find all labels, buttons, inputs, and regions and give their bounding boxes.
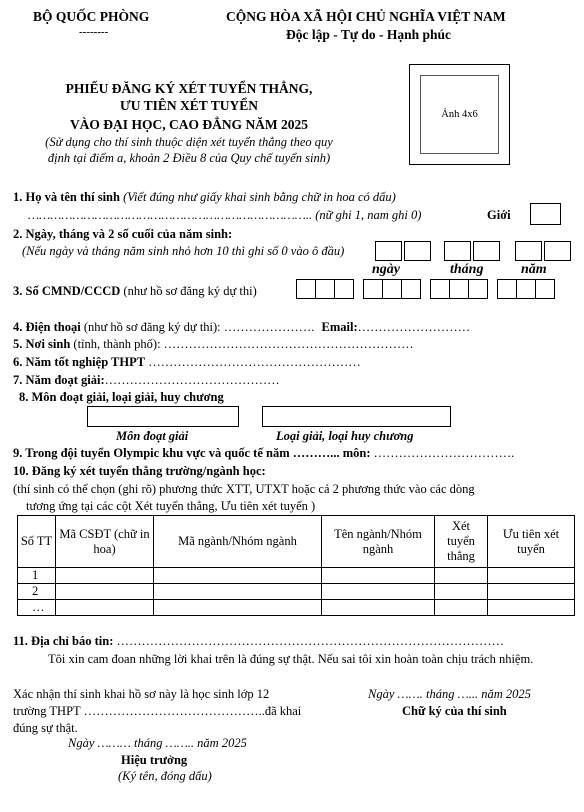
- registration-table: [17, 515, 575, 616]
- field-email-line[interactable]: ………………………: [357, 320, 471, 334]
- id-box-3[interactable]: [334, 279, 354, 299]
- award-type-caption: Loại giải, loại huy chương: [276, 429, 414, 443]
- field-graduation-label: 6. Năm tốt nghiệp THPT: [13, 355, 146, 369]
- field-name-hint: (Viết đúng như giấy khai sinh bằng chữ in hoa có dấu): [123, 190, 396, 204]
- award-subject-caption: Môn đoạt giải: [116, 429, 189, 443]
- dob-day-box-1[interactable]: [375, 241, 402, 261]
- field-olympic-label: 9. Trong đội tuyển Olympic khu vực và quốc tế năm ………... môn:: [13, 446, 371, 460]
- cell-direct-admission[interactable]: [435, 568, 488, 584]
- row-number: …: [18, 600, 56, 616]
- field-email-label: Email:: [321, 320, 358, 334]
- photo-placeholder: [420, 75, 499, 154]
- field-name-row: [13, 190, 396, 205]
- field-address-label: 11. Địa chỉ báo tin:: [13, 634, 114, 648]
- award-type-box[interactable]: [262, 406, 451, 427]
- cell-direct-admission[interactable]: [435, 600, 488, 616]
- col-header-priority-admission: Ưu tiên xét tuyển: [488, 516, 575, 568]
- cell-direct-admission[interactable]: [435, 584, 488, 600]
- form-title-line-2: ƯU TIÊN XÉT TUYỂN: [120, 98, 258, 113]
- row-number: 2: [18, 584, 56, 600]
- id-box-7[interactable]: [430, 279, 450, 299]
- form-subtitle-line-1: (Sử dụng cho thí sinh thuộc diện xét tuyển thẳng theo quy: [45, 135, 333, 149]
- form-title-line-1: PHIẾU ĐĂNG KÝ XÉT TUYỂN THẲNG,: [65, 81, 313, 96]
- cell-major-code[interactable]: [154, 584, 322, 600]
- cell-major-name[interactable]: [322, 568, 435, 584]
- col-header-major-name: Tên ngành/Nhóm ngành: [322, 516, 435, 568]
- field-id-row: [13, 284, 257, 299]
- col-header-school-code: Mã CSĐT (chữ in hoa): [56, 516, 154, 568]
- field-birthplace-row: [13, 337, 414, 352]
- id-box-2[interactable]: [315, 279, 335, 299]
- form-subtitle-line-2: định tại điểm a, khoản 2 Điều 8 của Quy chế tuyển sinh): [47, 151, 331, 165]
- field-award-year-row: [13, 373, 280, 388]
- cell-priority-admission[interactable]: [488, 584, 575, 600]
- field-birthplace-label: 5. Nơi sinh: [13, 337, 71, 351]
- id-box-10[interactable]: [497, 279, 517, 299]
- field-phone-row: [13, 320, 470, 335]
- cell-major-name[interactable]: [322, 600, 435, 616]
- republic-name: CỘNG HÒA XÃ HỘI CHỦ NGHĨA VIỆT NAM: [226, 9, 506, 24]
- cell-school-code[interactable]: [56, 584, 154, 600]
- id-box-4[interactable]: [363, 279, 383, 299]
- id-box-11[interactable]: [516, 279, 536, 299]
- field-olympic-row: [13, 446, 514, 461]
- col-header-major-code: Mã ngành/Nhóm ngành: [154, 516, 322, 568]
- candidate-signature-label: Chữ ký của thí sinh: [402, 704, 507, 718]
- field-award-year-line[interactable]: ……………………………………: [104, 373, 280, 387]
- field-id-hint: (như hồ sơ đăng ký dự thi): [123, 284, 257, 298]
- declaration-text: Tôi xin cam đoan những lời khai trên là đúng sự thật. Nếu sai tôi xin hoàn toàn chịu trách nhiệm.: [48, 652, 534, 666]
- school-confirm-line-1: Xác nhận thí sinh khai hồ sơ này là học sinh lớp 12: [13, 687, 270, 701]
- cell-priority-admission[interactable]: [488, 600, 575, 616]
- cell-school-code[interactable]: [56, 600, 154, 616]
- candidate-date: Ngày ……. tháng …... năm 2025: [368, 687, 531, 701]
- id-box-8[interactable]: [449, 279, 469, 299]
- field-olympic-line[interactable]: …………………………….: [373, 446, 515, 460]
- school-confirm-line-3: đúng sự thật.: [13, 721, 78, 735]
- field-dob-hint: (Nếu ngày và tháng năm sinh nhỏ hơn 10 thì ghi số 0 vào ô đầu): [22, 244, 345, 258]
- table-row: [18, 600, 575, 616]
- dob-month-caption: tháng: [450, 262, 484, 277]
- col-header-direct-admission: Xét tuyển thẳng: [435, 516, 488, 568]
- cell-major-name[interactable]: [322, 584, 435, 600]
- field-registration-note-1: (thí sinh có thể chọn (ghi rõ) phương thức XTT, UTXT hoặc cả 2 phương thức vào các dòng: [13, 482, 475, 496]
- field-name-label: 1. Họ và tên thí sinh: [13, 190, 120, 204]
- school-confirm-line-2: trường THPT ……………………………………..đã khai: [13, 704, 302, 718]
- dob-month-box-1[interactable]: [444, 241, 471, 261]
- field-address-line[interactable]: …………………………………………………………………………………: [116, 634, 504, 648]
- id-box-5[interactable]: [382, 279, 402, 299]
- gender-label: Giới: [487, 208, 511, 222]
- id-box-9[interactable]: [468, 279, 488, 299]
- field-phone-line[interactable]: (như hồ sơ đăng ký dự thi): ………………….: [83, 320, 315, 334]
- field-id-label: 3. Số CMND/CCCD: [13, 284, 121, 298]
- field-award-label: 8. Môn đoạt giải, loại giải, huy chương: [19, 390, 224, 404]
- ministry-rule: --------: [79, 26, 109, 38]
- dob-day-box-2[interactable]: [404, 241, 431, 261]
- field-award-year-label: 7. Năm đoạt giải:: [13, 373, 105, 387]
- id-box-6[interactable]: [401, 279, 421, 299]
- principal-sign-note: (Ký tên, đóng dấu): [118, 769, 212, 783]
- field-registration-label: 10. Đăng ký xét tuyển thẳng trường/ngành học:: [13, 464, 266, 478]
- field-graduation-row: [13, 355, 361, 370]
- national-motto: Độc lập - Tự do - Hạnh phúc: [286, 27, 452, 42]
- ministry-name: BỘ QUỐC PHÒNG: [33, 9, 150, 24]
- dob-day-caption: ngày: [372, 262, 400, 277]
- dob-year-box-2[interactable]: [544, 241, 571, 261]
- field-phone-label: 4. Điện thoại: [13, 320, 81, 334]
- cell-major-code[interactable]: [154, 600, 322, 616]
- table-row: [18, 568, 575, 584]
- photo-box[interactable]: [409, 64, 510, 165]
- cell-major-code[interactable]: [154, 568, 322, 584]
- field-registration-note-2: tương ứng tại các cột Xét tuyển thẳng, Ưu tiên xét tuyển ): [26, 499, 316, 513]
- field-address-row: [13, 634, 504, 649]
- cell-school-code[interactable]: [56, 568, 154, 584]
- id-box-12[interactable]: [535, 279, 555, 299]
- table-row: [18, 584, 575, 600]
- field-graduation-line[interactable]: ……………………………………………: [148, 355, 361, 369]
- table-header-row: [18, 516, 575, 568]
- gender-box[interactable]: [530, 203, 561, 225]
- photo-label: Ảnh 4x6: [441, 109, 478, 120]
- dob-month-box-2[interactable]: [473, 241, 500, 261]
- dob-year-box-1[interactable]: [515, 241, 542, 261]
- col-header-no: Số TT: [18, 516, 56, 568]
- field-dob-label: 2. Ngày, tháng và 2 số cuối của năm sinh:: [13, 227, 233, 241]
- award-subject-box[interactable]: [87, 406, 239, 427]
- form-title-line-3: VÀO ĐẠI HỌC, CAO ĐẲNG NĂM 2025: [69, 117, 309, 132]
- field-birthplace-line[interactable]: (tỉnh, thành phố): ……………………………………………………: [73, 337, 414, 351]
- dob-year-caption: năm: [521, 262, 547, 277]
- cell-priority-admission[interactable]: [488, 568, 575, 584]
- row-number: 1: [18, 568, 56, 584]
- school-date: Ngày ……… tháng …….. năm 2025: [68, 736, 247, 750]
- field-name-line[interactable]: ………………………………………………………………….. (nữ ghi 1, nam ghi 0): [28, 208, 422, 222]
- principal-title: Hiệu trưởng: [121, 753, 188, 767]
- id-box-1[interactable]: [296, 279, 316, 299]
